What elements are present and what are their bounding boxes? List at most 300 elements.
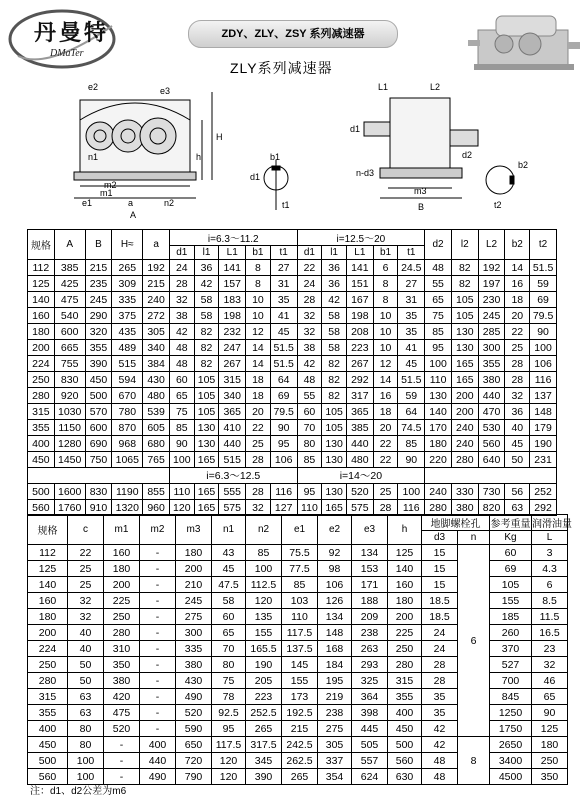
table-cell: 36 [194,260,219,276]
col-m1: m1 [104,515,140,545]
row-model-cell: 315 [28,404,55,420]
series-title: ZDY、ZLY、ZSY 系列减速器 [188,20,398,48]
table-cell: 380 [104,673,140,689]
table-cell: 335 [176,641,212,657]
table-cell: 6 [373,260,398,276]
col-bolt-hole: 地脚螺栓孔 [422,515,490,531]
table-cell: 95 [297,484,322,500]
table-cell: 240 [425,484,452,500]
table-cell: 80 [297,436,322,452]
table-cell: 180 [176,545,212,561]
table-cell: 12 [373,356,398,372]
table-cell: 179 [530,420,557,436]
table-cell: - [140,609,176,625]
table-cell: 32 [246,500,271,516]
table-cell: 252 [530,484,557,500]
table-cell: 35 [422,705,458,721]
table-cell: 24.5 [398,260,425,276]
table-cell: 10 [246,292,271,308]
table-cell: 1450 [54,452,85,468]
table-cell: 35 [398,324,425,340]
table-cell: 275 [176,609,212,625]
table-cell: 32 [68,593,104,609]
table-cell: 63 [68,689,104,705]
shaft-section-d1-labels [250,152,290,210]
table-cell: 8 [373,276,398,292]
col-model: 规格 [28,230,55,260]
svg-text:b1: b1 [270,152,281,162]
svg-text:d2: d2 [462,150,473,160]
dimension-table-2 [27,514,572,785]
row-model-cell: 400 [28,436,55,452]
table-cell: - [140,657,176,673]
table-cell: 1150 [54,420,85,436]
table-cell: 12 [246,324,271,340]
table-cell: 557 [352,753,388,769]
table-cell: 380 [176,657,212,673]
table-cell: 910 [85,500,112,516]
svg-text:m3: m3 [414,186,427,196]
table-cell: 430 [176,673,212,689]
table-cell: 90 [530,324,557,340]
table-cell: 198 [219,308,246,324]
table-cell: 100 [398,484,425,500]
table-row [28,388,557,404]
table-cell: 105 [451,308,478,324]
table-cell: 325 [352,673,388,689]
table-cell: 680 [143,436,170,452]
table-cell: 157 [219,276,246,292]
table-cell: 600 [54,324,85,340]
table-cell: 95 [270,436,297,452]
brand-name-cn: 丹曼特 [34,20,110,45]
table-cell: 1600 [54,484,85,500]
table-cell: 167 [346,292,373,308]
row-model-cell: 355 [28,420,55,436]
table-cell: 20 [373,420,398,436]
table-cell: 58 [322,340,347,356]
table-cell: 141 [346,260,373,276]
table-cell: 350 [104,657,140,673]
table-cell: 15 [422,577,458,593]
table-cell: 215 [85,260,112,276]
table-cell: 690 [85,436,112,452]
table-cell: 25 [505,340,530,356]
table-cell: 500 [388,737,422,753]
table-cell: 50 [505,452,530,468]
table-cell: 90 [398,452,425,468]
table-cell: 48 [169,356,194,372]
table-cell: - [140,561,176,577]
col-d1: d1 [169,246,194,260]
table-cell: 11.5 [532,609,568,625]
table-cell: 242.5 [282,737,318,753]
table-cell: 51.5 [530,260,557,276]
row-model-cell: 280 [28,388,55,404]
table-cell: 1280 [54,436,85,452]
col-m3: m3 [176,515,212,545]
col-L2: L2 [478,230,505,260]
table-cell: 209 [352,609,388,625]
table-cell: 219 [318,689,352,705]
col-d2: d2 [425,230,452,260]
table-cell: 69 [490,561,532,577]
table-cell: 100 [246,561,282,577]
col-n: n [458,531,490,545]
table-cell: 200 [176,561,212,577]
table-cell: 25 [373,484,398,500]
svg-text:e2: e2 [88,82,99,92]
table-cell: 480 [346,452,373,468]
table-cell: 315 [388,673,422,689]
table-cell: 10 [246,308,271,324]
table-row [28,340,557,356]
table-cell: 320 [85,324,112,340]
table-cell: 215 [143,276,170,292]
dimension-table-1 [27,229,557,516]
table-cell: 594 [112,372,143,388]
table-cell: 70 [212,641,246,657]
table-cell: 337 [318,753,352,769]
row-model-cell: 560 [28,769,68,785]
table-cell: 58 [194,308,219,324]
table-cell: 250 [104,609,140,625]
table-cell: 35 [398,308,425,324]
table-cell: 364 [352,689,388,705]
table-cell: 8 [246,260,271,276]
table-cell: 75 [212,673,246,689]
table-cell: 85 [398,436,425,452]
table-cell: 410 [219,420,246,436]
table-cell: 168 [318,641,352,657]
table-row [28,324,557,340]
table-cell: 197 [478,276,505,292]
col-b2: b2 [505,230,530,260]
table-cell: 420 [104,689,140,705]
table-cell: 140 [388,561,422,577]
col-n2: n2 [246,515,282,545]
table-cell: 45 [212,561,246,577]
table-cell: 36 [322,276,347,292]
table-cell: 82 [322,356,347,372]
table-cell: 137 [530,388,557,404]
col-model: 规格 [28,515,68,545]
table-cell: 14 [246,356,271,372]
table-cell: 82 [322,388,347,404]
table-cell: 188 [352,593,388,609]
table-cell: 51.5 [270,356,297,372]
table-cell: 48 [422,769,458,785]
table-cell: 440 [478,388,505,404]
table-cell: 165 [322,500,347,516]
table-cell: 165 [194,452,219,468]
table-cell: 85 [297,452,322,468]
row-model-cell: 500 [28,753,68,769]
table-cell: 340 [219,388,246,404]
table-cell: 25 [68,577,104,593]
table-cell: 232 [219,324,246,340]
table-cell: 28 [246,484,271,500]
table-cell: 624 [352,769,388,785]
table-row [28,737,568,753]
table-cell: 75 [169,404,194,420]
table-cell: 8 [246,276,271,292]
table-cell: 134 [318,609,352,625]
table-cell: 225 [388,625,422,641]
table-cell: 790 [176,769,212,785]
table-cell: 116 [270,484,297,500]
table-cell: 250 [532,753,568,769]
table-cell: 330 [451,484,478,500]
table-cell: 10 [373,324,398,340]
table-cell: 855 [143,484,170,500]
table-cell: 350 [532,769,568,785]
col-e3: e3 [352,515,388,545]
table-cell: 1320 [112,500,143,516]
svg-text:h: h [196,152,202,162]
row-model-cell: 160 [28,593,68,609]
table-cell: 315 [219,372,246,388]
table-cell: 79.5 [270,404,297,420]
row-model-cell: 180 [28,324,55,340]
row-model-cell: 400 [28,721,68,737]
table-cell: 69 [270,388,297,404]
table-cell: 63 [68,705,104,721]
table-cell: 55 [297,388,322,404]
col-weight: 参考重量 [490,515,532,531]
table-cell: 105 [451,292,478,308]
table-cell: 171 [352,577,388,593]
table-row [28,292,557,308]
table-cell: - [140,593,176,609]
row-model-cell: 560 [28,500,55,516]
table-cell: 489 [112,340,143,356]
table-cell: 48 [169,340,194,356]
table-cell: 272 [143,308,170,324]
footnote: 注：d1、d2公差为m6 [30,786,127,797]
col-l1: l1 [194,246,219,260]
table-cell: 160 [104,545,140,561]
table-cell: 183 [219,292,246,308]
table-cell: 665 [54,340,85,356]
table-cell: 505 [352,737,388,753]
table-cell: 16 [373,388,398,404]
table-cell: 130 [322,484,347,500]
table-cell: 555 [219,484,246,500]
table-cell: 200 [451,404,478,420]
table-cell: 130 [451,340,478,356]
table-cell: 40 [505,420,530,436]
table-cell: 300 [478,340,505,356]
table-cell: 28 [422,657,458,673]
table-cell: 120 [246,593,282,609]
table-cell: 153 [352,561,388,577]
table-cell: 75.5 [282,545,318,561]
table-cell: 18.5 [422,609,458,625]
table-cell: 48 [422,753,458,769]
table-cell: 2650 [490,737,532,753]
table-cell: 18.5 [422,593,458,609]
table-cell: 275 [318,721,352,737]
table-cell: 527 [490,657,532,673]
table-cell: 42 [297,356,322,372]
bolt-count-cell: 8 [458,737,490,785]
row-model-cell: 125 [28,561,68,577]
table-cell: 200 [451,388,478,404]
table-cell: 70 [297,420,322,436]
table-cell: 32 [532,657,568,673]
table-cell: 200 [388,609,422,625]
table-cell: 80 [68,737,104,753]
table-cell: 380 [451,500,478,516]
table-cell: 440 [346,436,373,452]
table-cell: 192 [143,260,170,276]
table-cell: 575 [346,500,373,516]
table-cell: 90 [169,436,194,452]
table-cell: 750 [85,452,112,468]
table-cell: 155 [490,593,532,609]
svg-text:n-d3: n-d3 [356,168,375,178]
table-cell: 240 [451,436,478,452]
table-cell: 500 [85,388,112,404]
table-cell: - [140,673,176,689]
table-cell: 384 [143,356,170,372]
col-l1-b: l1 [322,246,347,260]
table-cell: 355 [85,340,112,356]
table-cell: 355 [388,689,422,705]
table-cell: 110 [282,609,318,625]
table-cell: 58 [322,324,347,340]
svg-text:L2: L2 [430,82,441,92]
table-row [28,404,557,420]
table-cell: - [140,705,176,721]
table-cell: 1065 [112,452,143,468]
table-cell: 280 [451,452,478,468]
col-d1-b: d1 [297,246,322,260]
table-cell: 120 [212,769,246,785]
table-cell: 375 [112,308,143,324]
table-cell: 46 [532,673,568,689]
table-cell: 130 [194,436,219,452]
shaft-section-d2 [486,166,514,194]
table-cell: 60 [490,545,532,561]
table-cell: 265 [112,260,143,276]
table-cell: 960 [143,500,170,516]
table-cell: 135 [246,609,282,625]
table-cell: 125 [532,721,568,737]
table-cell: 60 [169,372,194,388]
table-cell: 870 [112,420,143,436]
table-cell: 82 [322,372,347,388]
row-model-cell: 280 [28,673,68,689]
table-cell: 130 [425,388,452,404]
table-cell: 55 [425,276,452,292]
table-cell: 28 [505,356,530,372]
table-cell: 45 [398,356,425,372]
table-cell: 141 [219,260,246,276]
table-cell: 570 [85,404,112,420]
table-cell: 165.5 [246,641,282,657]
table-cell: 265 [246,721,282,737]
table-cell: 490 [140,769,176,785]
table-cell: 205 [246,673,282,689]
svg-text:L1: L1 [378,82,389,92]
table-cell: 180 [104,561,140,577]
table-cell: 18 [246,372,271,388]
table-cell: 630 [388,769,422,785]
table-cell: 220 [425,452,452,468]
table-cell: 25 [246,436,271,452]
table-cell: 390 [85,356,112,372]
table-cell: 42 [322,292,347,308]
table-cell: 78 [212,689,246,705]
table-cell: 31 [270,276,297,292]
table-cell: 110 [425,372,452,388]
table-cell: 15 [422,561,458,577]
table-cell: 18 [246,388,271,404]
table-cell: 82 [194,356,219,372]
table-cell: 223 [246,689,282,705]
col-n1: n1 [212,515,246,545]
table-cell: 968 [112,436,143,452]
col-e1: e1 [282,515,318,545]
col-t1: t1 [270,246,297,260]
table-cell: 45 [270,324,297,340]
table-row [28,276,557,292]
table-cell: 126 [318,593,352,609]
group-ratio-2b: i=14～20 [297,468,425,484]
table-cell: 3 [532,545,568,561]
table-cell: 22 [297,260,322,276]
table-cell: 28 [297,292,322,308]
table-cell: 520 [176,705,212,721]
table-cell: 390 [246,769,282,785]
table-cell: - [104,769,140,785]
table-cell: 51.5 [398,372,425,388]
svg-text:t1: t1 [282,200,290,210]
table-cell: 180 [388,593,422,609]
table-row [28,356,557,372]
table-cell: 28 [246,452,271,468]
page-header [0,0,587,80]
table-cell: 280 [388,657,422,673]
table-cell: 43 [212,545,246,561]
col-oil: 润滑油量 [532,515,568,531]
table-cell: 105 [322,404,347,420]
table-cell: 292 [530,500,557,516]
col-weight-unit: Kg [490,531,532,545]
table-cell: 475 [54,292,85,308]
row-model-cell: 112 [28,260,55,276]
table-cell: 116 [398,500,425,516]
table-cell: 14 [246,340,271,356]
col-l2: l2 [451,230,478,260]
table-cell: 475 [104,705,140,721]
dimension-drawings [0,80,587,228]
table-cell: 425 [54,276,85,292]
table-cell: 32 [297,324,322,340]
table-cell: 85 [425,324,452,340]
row-model-cell: 450 [28,452,55,468]
table-cell: 820 [478,500,505,516]
table-cell: 28 [422,673,458,689]
brand-name-en: DMaTer [50,48,84,59]
table-cell: 180 [425,436,452,452]
table-cell: 63 [505,500,530,516]
table-cell: 400 [140,737,176,753]
row-model-cell: 355 [28,705,68,721]
table-cell: 260 [490,625,532,641]
